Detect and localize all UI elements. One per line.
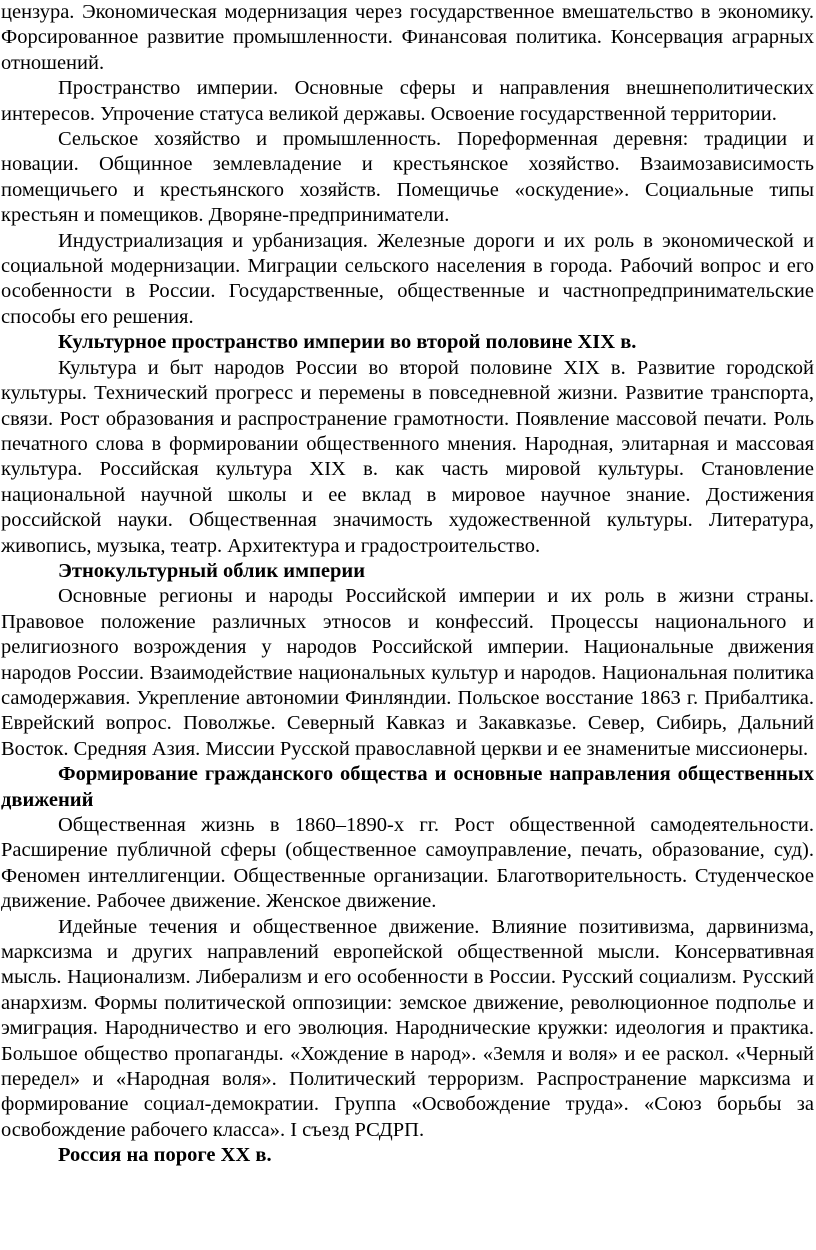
paragraph-industrialization: Индустриализация и урбанизация. Железные дороги и их роль в экономической и социальной модернизации. Миграции сельского населения в города. Рабочий вопрос и его особенности в России. Государственные, общественные и частнопредпринимательские способы его решения. — [1, 229, 814, 328]
paragraph-culture: Культура и быт народов России во второй половине XIX в. Развитие городской культуры. Технический прогресс и перемены в повседневной жизни. Развитие транспорта, связи. Рост образования и распространение грамотности. Появление массовой печати. Роль печатного слова в формировании общественного мнения. Народная, элитарная и массовая культура. Российская культура XIX в. как часть мировой культуры. Становление национальной научной школы и ее вклад в мировое научное знание. Достижения российской науки. Общественная значимость художественной культуры. Литература, живопись, музыка, театр. Архитектура и градостроительство. — [1, 356, 814, 557]
paragraph-ideological-currents: Идейные течения и общественное движение. Влияние позитивизма, дарвинизма, марксизма и других направлений европейской общественной мысли. Консервативная мысль. Национализм. Либерализм и его особенности в России. Русский социализм. Русский анархизм. Формы политической оппозиции: земское движение, революционное подполье и эмиграция. Народничество и его эволюция. Народнические кружки: идеология и практика. Большое общество пропаганды. «Хождение в народ». «Земля и воля» и ее раскол. «Черный передел» и «Народная воля». Политический терроризм. Распространение марксизма и формирование социал-демократии. Группа «Освобождение труда». «Союз борьбы за освобождение рабочего класса». I съезд РСДРП. — [1, 915, 814, 1141]
paragraph-public-life: Общественная жизнь в 1860–1890-х гг. Рост общественной самодеятельности. Расширение публичной сферы (общественное самоуправление, печать, образование, суд). Феномен интеллигенции. Общественные организации. Благотворительность. Студенческое движение. Рабочее движение. Женское движение. — [1, 814, 814, 913]
heading-civil-society: Формирование гражданского общества и основные направления общественных движений — [1, 763, 814, 811]
heading-russia-xx-century: Россия на пороге XX в. — [58, 1144, 272, 1167]
paragraph-empire-space: Пространство империи. Основные сферы и направления внешнеполитических интересов. Упрочение статуса великой державы. Освоение государственной территории. — [1, 77, 814, 125]
paragraph-economic-modernization: цензура. Экономическая модернизация через государственное вмешательство в экономику. Форсированное развитие промышленности. Финансовая политика. Консервация аграрных отношений. — [1, 1, 814, 74]
paragraph-regions-peoples: Основные регионы и народы Российской империи и их роль в жизни страны. Правовое положение различных этносов и конфессий. Процессы национального и религиозного возрождения у народов Российской империи. Национальные движения народов России. Взаимодействие национальных культур и народов. Национальная политика самодержавия. Укрепление автономии Финляндии. Польское восстание 1863 г. Прибалтика. Еврейский вопрос. Поволжье. Северный Кавказ и Закавказье. Север, Сибирь, Дальний Восток. Средняя Азия. Миссии Русской православной церкви и ее знаменитые миссионеры. — [1, 585, 814, 760]
heading-ethnocultural: Этнокультурный облик империи — [58, 559, 366, 582]
heading-cultural-space: Культурное пространство империи во второй половине XIX в. — [58, 331, 637, 354]
paragraph-agriculture-industry: Сельское хозяйство и промышленность. Пореформенная деревня: традиции и новации. Общинное землевладение и крестьянское хозяйство. Взаимозависимость помещичьего и крестьянского хозяйств. Помещичье «оскудение». Социальные типы крестьян и помещиков. Дворяне-предприниматели. — [1, 128, 814, 227]
